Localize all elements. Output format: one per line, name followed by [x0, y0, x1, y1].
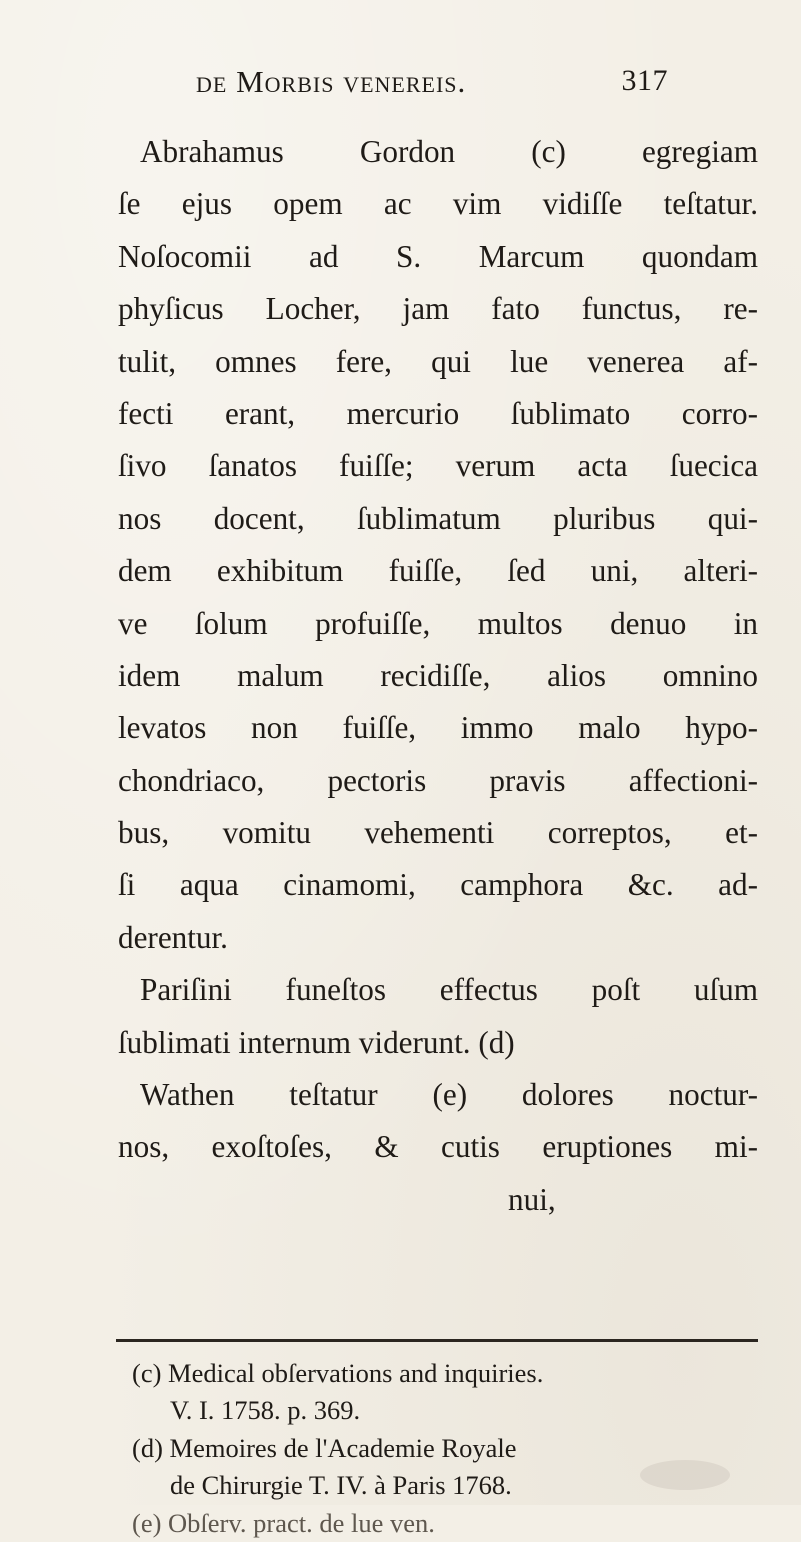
text-line: chondriaco, pectoris pravis affectioni- — [118, 762, 758, 798]
catchword: nui, — [508, 1181, 556, 1217]
text-line: Wathen teſtatur (e) dolores noctur- — [140, 1077, 758, 1113]
page-number: 317 — [621, 64, 668, 97]
footnote-d-continued: de Chirurgie T. IV. à Paris 1768. — [170, 1470, 512, 1501]
text-line: ſivo ſanatos fuiſſe; verum acta ſuecica — [118, 448, 758, 484]
text-line: levatos non fuiſſe, immo malo hypo- — [118, 710, 758, 746]
text-line: ſi aqua cinamomi, camphora &c. ad- — [118, 867, 758, 903]
text-line: derentur. — [118, 919, 228, 955]
text-line: bus, vomitu vehementi correptos, et- — [118, 815, 758, 851]
text-line: ve ſolum profuiſſe, multos denuo in — [118, 605, 758, 641]
text-line: nos docent, ſublimatum pluribus qui- — [118, 500, 758, 536]
text-line: Abrahamus Gordon (c) egregiam — [140, 134, 758, 169]
footnote-e: (e) Obſerv. pract. de lue ven. — [132, 1507, 435, 1538]
running-header — [196, 64, 696, 124]
footnote-rule — [116, 1339, 758, 1342]
main-text — [118, 126, 758, 1226]
text-line: tulit, omnes fere, qui lue venerea af- — [118, 343, 758, 379]
running-title: de Morbis venereis. — [196, 64, 467, 99]
footnote-c: (c) Medical obſervations and inquiries. — [132, 1358, 544, 1388]
text-line: nos, exoſtoſes, & cutis eruptiones mi- — [118, 1129, 758, 1165]
text-line: fecti erant, mercurio ſublimato corro- — [118, 395, 758, 431]
text-line: Pariſini funeſtos effectus poſt uſum — [140, 972, 758, 1008]
text-line: phyſicus Locher, jam fato functus, re- — [118, 291, 758, 327]
footnote-d: (d) Memoires de l'Academie Royale — [132, 1432, 517, 1463]
text-line: ſe ejus opem ac vim vidiſſe teſtatur. — [118, 186, 758, 222]
footnote-c-continued: V. I. 1758. p. 369. — [170, 1395, 361, 1426]
footnotes — [132, 1355, 762, 1542]
text-line: ſublimati internum viderunt. (d) — [118, 1024, 515, 1060]
text-line: Noſocomii ad S. Marcum quondam — [118, 238, 758, 274]
text-line: idem malum recidiſſe, alios omnino — [118, 657, 758, 693]
text-line: dem exhibitum fuiſſe, ſed uni, alteri- — [118, 553, 758, 589]
